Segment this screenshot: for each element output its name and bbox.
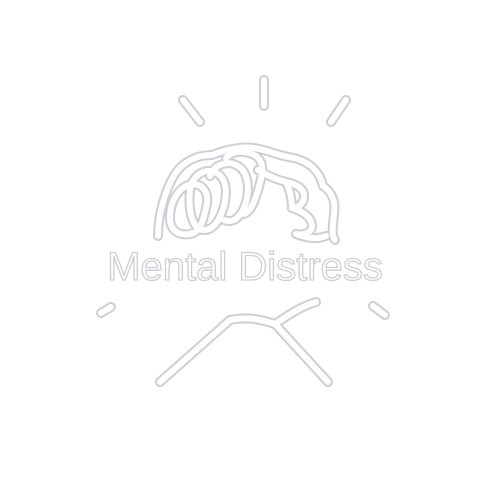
logo-title: Mental Distress [107, 245, 383, 289]
clasped-hands [158, 147, 335, 240]
forearms [160, 302, 328, 382]
